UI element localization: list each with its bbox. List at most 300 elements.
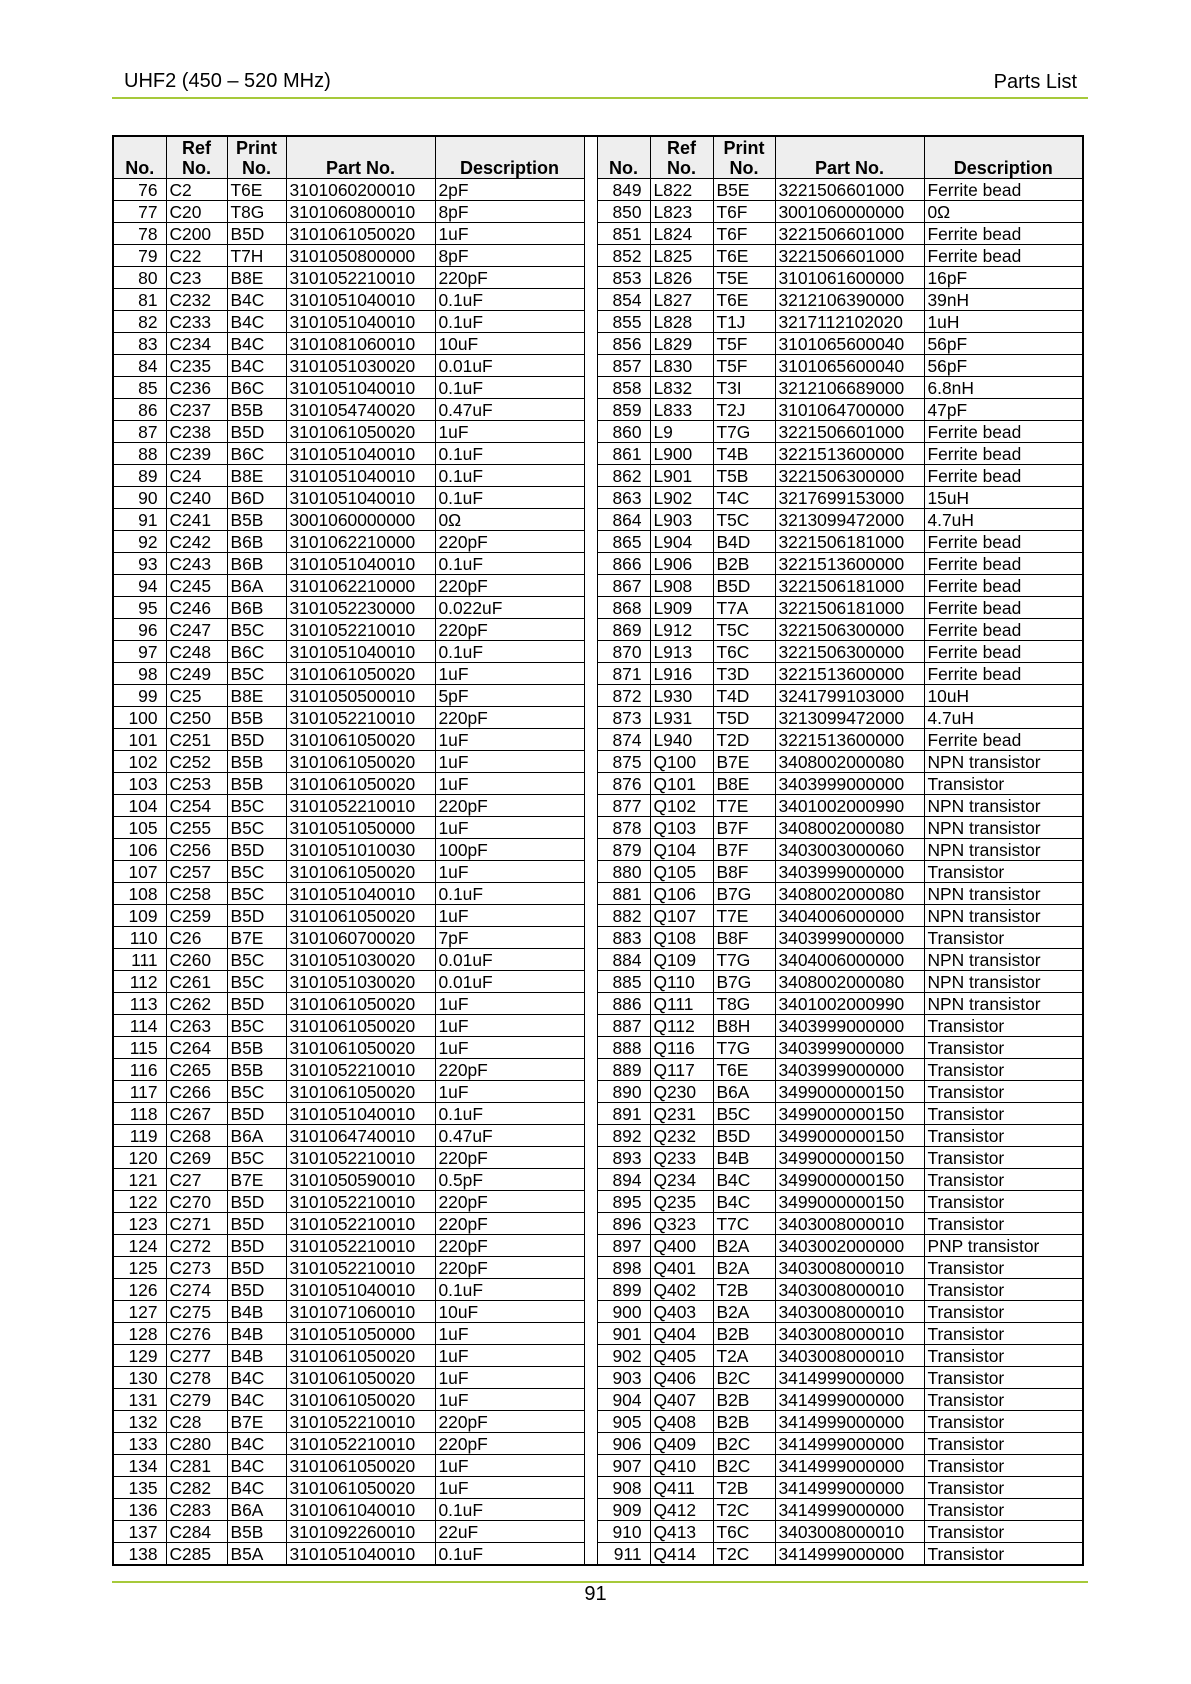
- table-row: [113, 1279, 1083, 1301]
- cell-print-no: B4C: [227, 1389, 286, 1411]
- cell-no: 119: [113, 1125, 166, 1147]
- cell-no: 878: [597, 817, 650, 839]
- cell-description: Transistor: [924, 1477, 1083, 1499]
- cell-print-no: T7H: [227, 245, 286, 267]
- cell-part-no: 3101061050020: [286, 223, 435, 245]
- column-gap: [584, 1367, 597, 1389]
- cell-part-no: 3414999000000: [775, 1367, 924, 1389]
- col-header-ref-no: [166, 136, 227, 179]
- column-gap: [584, 1433, 597, 1455]
- cell-description: 0.01uF: [435, 971, 584, 993]
- cell-description: Ferrite bead: [924, 641, 1083, 663]
- cell-ref-no: C235: [166, 355, 227, 377]
- cell-description: Transistor: [924, 1191, 1083, 1213]
- cell-no: 909: [597, 1499, 650, 1521]
- cell-no: 95: [113, 597, 166, 619]
- column-gap: [584, 861, 597, 883]
- cell-print-no: T7C: [713, 1213, 775, 1235]
- column-gap: [584, 1191, 597, 1213]
- column-gap: [584, 1235, 597, 1257]
- cell-description: 56pF: [924, 333, 1083, 355]
- cell-no: 113: [113, 993, 166, 1015]
- table-row: [113, 245, 1083, 267]
- cell-description: 220pF: [435, 1191, 584, 1213]
- table-row: [113, 267, 1083, 289]
- cell-description: 0.1uF: [435, 443, 584, 465]
- cell-part-no: 3499000000150: [775, 1081, 924, 1103]
- cell-no: 855: [597, 311, 650, 333]
- cell-no: 874: [597, 729, 650, 751]
- cell-part-no: 3401002000990: [775, 993, 924, 1015]
- cell-ref-no: C281: [166, 1455, 227, 1477]
- cell-ref-no: L904: [650, 531, 713, 553]
- cell-part-no: 3403999000000: [775, 1015, 924, 1037]
- column-gap: [584, 223, 597, 245]
- cell-print-no: B2A: [713, 1301, 775, 1323]
- column-gap: [584, 1411, 597, 1433]
- cell-no: 860: [597, 421, 650, 443]
- cell-print-no: B5B: [227, 509, 286, 531]
- table-row: [113, 1411, 1083, 1433]
- table-row: [113, 861, 1083, 883]
- cell-print-no: T2J: [713, 399, 775, 421]
- cell-part-no: 3101052210010: [286, 1059, 435, 1081]
- cell-part-no: 3101052210010: [286, 1257, 435, 1279]
- cell-ref-no: C22: [166, 245, 227, 267]
- cell-description: 1uF: [435, 1037, 584, 1059]
- cell-part-no: 3101064700000: [775, 399, 924, 421]
- cell-print-no: B5D: [227, 223, 286, 245]
- table-row: [113, 773, 1083, 795]
- cell-print-no: B5D: [227, 1213, 286, 1235]
- cell-print-no: B4C: [227, 1477, 286, 1499]
- cell-no: 137: [113, 1521, 166, 1543]
- cell-description: 0.1uF: [435, 311, 584, 333]
- cell-description: 1uF: [435, 1015, 584, 1037]
- cell-no: 861: [597, 443, 650, 465]
- cell-description: 0.1uF: [435, 1499, 584, 1521]
- cell-no: 900: [597, 1301, 650, 1323]
- cell-ref-no: C241: [166, 509, 227, 531]
- cell-no: 905: [597, 1411, 650, 1433]
- cell-print-no: T6C: [713, 641, 775, 663]
- table-row: [113, 289, 1083, 311]
- column-gap: [584, 1037, 597, 1059]
- cell-part-no: 3101061050020: [286, 861, 435, 883]
- cell-ref-no: C25: [166, 685, 227, 707]
- cell-part-no: 3101052210010: [286, 795, 435, 817]
- cell-description: 8pF: [435, 245, 584, 267]
- column-gap: [584, 1543, 597, 1566]
- cell-print-no: B2B: [713, 1411, 775, 1433]
- cell-description: NPN transistor: [924, 993, 1083, 1015]
- cell-description: 1uF: [435, 223, 584, 245]
- column-gap: [584, 399, 597, 421]
- cell-ref-no: C283: [166, 1499, 227, 1521]
- cell-print-no: B2B: [713, 1389, 775, 1411]
- table-row: [113, 1521, 1083, 1543]
- cell-part-no: 3403999000000: [775, 927, 924, 949]
- cell-no: 94: [113, 575, 166, 597]
- cell-description: 220pF: [435, 575, 584, 597]
- cell-part-no: 3403003000060: [775, 839, 924, 861]
- table-row: [113, 575, 1083, 597]
- cell-description: 1uF: [435, 1323, 584, 1345]
- cell-part-no: 3101092260010: [286, 1521, 435, 1543]
- cell-part-no: 3101052210010: [286, 619, 435, 641]
- cell-ref-no: Q404: [650, 1323, 713, 1345]
- cell-part-no: 3101052210010: [286, 1411, 435, 1433]
- cell-print-no: T8G: [713, 993, 775, 1015]
- column-gap: [584, 377, 597, 399]
- cell-part-no: 3101061050020: [286, 905, 435, 927]
- col-header-print-no: [713, 136, 775, 179]
- cell-part-no: 3101052230000: [286, 597, 435, 619]
- cell-no: 851: [597, 223, 650, 245]
- cell-part-no: 3101051040010: [286, 487, 435, 509]
- cell-part-no: 3101052210010: [286, 707, 435, 729]
- cell-no: 130: [113, 1367, 166, 1389]
- col-header-ref-top: Ref: [181, 138, 211, 158]
- cell-ref-no: Q412: [650, 1499, 713, 1521]
- cell-ref-no: C249: [166, 663, 227, 685]
- table-row: [113, 1455, 1083, 1477]
- table-row: [113, 751, 1083, 773]
- cell-no: 85: [113, 377, 166, 399]
- cell-no: 885: [597, 971, 650, 993]
- column-gap: [584, 1345, 597, 1367]
- cell-part-no: 3101051030020: [286, 355, 435, 377]
- cell-description: Ferrite bead: [924, 729, 1083, 751]
- cell-part-no: 3213099472000: [775, 509, 924, 531]
- column-gap: [584, 773, 597, 795]
- cell-description: Transistor: [924, 1103, 1083, 1125]
- cell-ref-no: C253: [166, 773, 227, 795]
- cell-no: 105: [113, 817, 166, 839]
- cell-ref-no: C246: [166, 597, 227, 619]
- cell-ref-no: C236: [166, 377, 227, 399]
- cell-print-no: B4C: [713, 1169, 775, 1191]
- cell-part-no: 3414999000000: [775, 1543, 924, 1566]
- cell-print-no: B5C: [227, 1147, 286, 1169]
- cell-ref-no: L903: [650, 509, 713, 531]
- cell-description: 1uF: [435, 817, 584, 839]
- cell-part-no: 3101061050020: [286, 1037, 435, 1059]
- cell-print-no: T5F: [713, 355, 775, 377]
- cell-description: Ferrite bead: [924, 443, 1083, 465]
- cell-ref-no: Q408: [650, 1411, 713, 1433]
- cell-print-no: B5C: [227, 883, 286, 905]
- column-gap: [584, 136, 597, 179]
- cell-print-no: B6B: [227, 597, 286, 619]
- cell-description: 4.7uH: [924, 707, 1083, 729]
- cell-no: 910: [597, 1521, 650, 1543]
- cell-print-no: T7E: [713, 905, 775, 927]
- cell-ref-no: C264: [166, 1037, 227, 1059]
- cell-no: 865: [597, 531, 650, 553]
- cell-ref-no: C27: [166, 1169, 227, 1191]
- cell-no: 96: [113, 619, 166, 641]
- cell-print-no: B5C: [227, 861, 286, 883]
- cell-description: Ferrite bead: [924, 619, 1083, 641]
- cell-part-no: 3101062210000: [286, 531, 435, 553]
- cell-description: 0Ω: [924, 201, 1083, 223]
- cell-description: Ferrite bead: [924, 597, 1083, 619]
- cell-description: Transistor: [924, 1037, 1083, 1059]
- cell-part-no: 3101051050000: [286, 817, 435, 839]
- column-gap: [584, 1499, 597, 1521]
- column-gap: [584, 311, 597, 333]
- column-gap: [584, 993, 597, 1015]
- cell-no: 879: [597, 839, 650, 861]
- cell-ref-no: L829: [650, 333, 713, 355]
- cell-print-no: B7F: [713, 817, 775, 839]
- cell-part-no: 3101050590010: [286, 1169, 435, 1191]
- cell-no: 116: [113, 1059, 166, 1081]
- column-gap: [584, 927, 597, 949]
- column-gap: [584, 245, 597, 267]
- cell-ref-no: L824: [650, 223, 713, 245]
- cell-ref-no: C28: [166, 1411, 227, 1433]
- cell-part-no: 3101051030020: [286, 971, 435, 993]
- cell-part-no: 3221506300000: [775, 619, 924, 641]
- cell-description: PNP transistor: [924, 1235, 1083, 1257]
- cell-ref-no: C263: [166, 1015, 227, 1037]
- cell-print-no: B5A: [227, 1543, 286, 1566]
- cell-ref-no: L912: [650, 619, 713, 641]
- cell-print-no: B8E: [227, 685, 286, 707]
- cell-print-no: B6B: [227, 531, 286, 553]
- cell-ref-no: L909: [650, 597, 713, 619]
- cell-print-no: T3I: [713, 377, 775, 399]
- cell-print-no: B4B: [227, 1301, 286, 1323]
- cell-no: 862: [597, 465, 650, 487]
- cell-print-no: B7E: [227, 1411, 286, 1433]
- cell-part-no: 3101060700020: [286, 927, 435, 949]
- column-gap: [584, 1125, 597, 1147]
- column-gap: [584, 1279, 597, 1301]
- cell-description: 16pF: [924, 267, 1083, 289]
- cell-part-no: 3414999000000: [775, 1433, 924, 1455]
- cell-no: 77: [113, 201, 166, 223]
- cell-ref-no: Q230: [650, 1081, 713, 1103]
- table-row: [113, 905, 1083, 927]
- cell-no: 129: [113, 1345, 166, 1367]
- cell-print-no: T1J: [713, 311, 775, 333]
- cell-print-no: B5D: [713, 575, 775, 597]
- table-row: [113, 1301, 1083, 1323]
- cell-no: 870: [597, 641, 650, 663]
- cell-print-no: B4C: [227, 355, 286, 377]
- cell-description: Transistor: [924, 1323, 1083, 1345]
- table-row: [113, 1477, 1083, 1499]
- cell-description: 0.47uF: [435, 1125, 584, 1147]
- cell-part-no: 3404006000000: [775, 949, 924, 971]
- cell-print-no: T3D: [713, 663, 775, 685]
- cell-ref-no: C266: [166, 1081, 227, 1103]
- cell-description: 1uF: [435, 1389, 584, 1411]
- cell-part-no: 3101051010030: [286, 839, 435, 861]
- cell-ref-no: L901: [650, 465, 713, 487]
- cell-no: 118: [113, 1103, 166, 1125]
- table-row: [113, 179, 1083, 201]
- cell-part-no: 3221513600000: [775, 663, 924, 685]
- cell-print-no: T5C: [713, 619, 775, 641]
- cell-ref-no: C284: [166, 1521, 227, 1543]
- cell-description: 1uF: [435, 1455, 584, 1477]
- cell-print-no: B7E: [227, 1169, 286, 1191]
- cell-no: 98: [113, 663, 166, 685]
- cell-description: 39nH: [924, 289, 1083, 311]
- cell-ref-no: Q101: [650, 773, 713, 795]
- cell-print-no: B2B: [713, 1323, 775, 1345]
- column-gap: [584, 751, 597, 773]
- table-row: [113, 1213, 1083, 1235]
- col-header-ref-top: Ref: [666, 138, 696, 158]
- cell-ref-no: C248: [166, 641, 227, 663]
- cell-description: 220pF: [435, 531, 584, 553]
- column-gap: [584, 663, 597, 685]
- cell-no: 84: [113, 355, 166, 377]
- cell-description: 0.1uF: [435, 1279, 584, 1301]
- cell-ref-no: C243: [166, 553, 227, 575]
- cell-description: 10uH: [924, 685, 1083, 707]
- column-gap: [584, 443, 597, 465]
- cell-no: 107: [113, 861, 166, 883]
- cell-description: NPN transistor: [924, 883, 1083, 905]
- cell-print-no: B5C: [227, 1015, 286, 1037]
- cell-part-no: 3101065600040: [775, 355, 924, 377]
- cell-print-no: B8F: [713, 927, 775, 949]
- column-gap: [584, 179, 597, 201]
- cell-no: 131: [113, 1389, 166, 1411]
- cell-description: 1uF: [435, 905, 584, 927]
- cell-part-no: 3499000000150: [775, 1191, 924, 1213]
- cell-no: 908: [597, 1477, 650, 1499]
- cell-ref-no: L900: [650, 443, 713, 465]
- table-row: [113, 1169, 1083, 1191]
- cell-ref-no: Q410: [650, 1455, 713, 1477]
- cell-no: 86: [113, 399, 166, 421]
- cell-no: 871: [597, 663, 650, 685]
- cell-no: 866: [597, 553, 650, 575]
- cell-description: 220pF: [435, 1213, 584, 1235]
- cell-description: 0.1uF: [435, 883, 584, 905]
- cell-part-no: 3101061040010: [286, 1499, 435, 1521]
- cell-no: 110: [113, 927, 166, 949]
- col-header-part-no: Part No.: [286, 136, 435, 179]
- cell-ref-no: C251: [166, 729, 227, 751]
- col-header-ref-no: [650, 136, 713, 179]
- cell-print-no: T5C: [713, 509, 775, 531]
- cell-part-no: 3221513600000: [775, 553, 924, 575]
- col-header-no: No.: [113, 136, 166, 179]
- cell-part-no: 3221513600000: [775, 443, 924, 465]
- cell-print-no: B5C: [227, 619, 286, 641]
- cell-print-no: B4D: [713, 531, 775, 553]
- cell-part-no: 3403008000010: [775, 1279, 924, 1301]
- cell-description: 1uF: [435, 729, 584, 751]
- cell-description: Ferrite bead: [924, 553, 1083, 575]
- cell-description: 1uF: [435, 1367, 584, 1389]
- column-gap: [584, 267, 597, 289]
- cell-part-no: 3101051050000: [286, 1323, 435, 1345]
- table-row: [113, 487, 1083, 509]
- cell-print-no: B5D: [227, 993, 286, 1015]
- cell-no: 886: [597, 993, 650, 1015]
- cell-description: 47pF: [924, 399, 1083, 421]
- cell-description: Transistor: [924, 1169, 1083, 1191]
- cell-print-no: B5B: [227, 773, 286, 795]
- cell-ref-no: L940: [650, 729, 713, 751]
- cell-print-no: B5D: [227, 421, 286, 443]
- cell-print-no: B2B: [713, 553, 775, 575]
- cell-no: 888: [597, 1037, 650, 1059]
- cell-ref-no: C272: [166, 1235, 227, 1257]
- cell-description: Transistor: [924, 1521, 1083, 1543]
- cell-no: 873: [597, 707, 650, 729]
- cell-print-no: B8E: [227, 267, 286, 289]
- cell-ref-no: C256: [166, 839, 227, 861]
- cell-no: 875: [597, 751, 650, 773]
- column-gap: [584, 201, 597, 223]
- cell-ref-no: Q107: [650, 905, 713, 927]
- cell-part-no: 3221506181000: [775, 531, 924, 553]
- cell-description: 1uF: [435, 751, 584, 773]
- cell-print-no: B4C: [227, 1433, 286, 1455]
- cell-ref-no: C200: [166, 223, 227, 245]
- cell-no: 911: [597, 1543, 650, 1566]
- table-row: [113, 1433, 1083, 1455]
- column-gap: [584, 971, 597, 993]
- table-row: [113, 1059, 1083, 1081]
- cell-description: 220pF: [435, 1411, 584, 1433]
- cell-print-no: T5D: [713, 707, 775, 729]
- cell-print-no: B5B: [227, 751, 286, 773]
- cell-no: 872: [597, 685, 650, 707]
- col-header-ref-bottom: No.: [182, 158, 211, 178]
- cell-description: 0.1uF: [435, 289, 584, 311]
- cell-print-no: T2B: [713, 1279, 775, 1301]
- cell-part-no: 3101081060010: [286, 333, 435, 355]
- cell-part-no: 3101051030020: [286, 949, 435, 971]
- cell-part-no: 3414999000000: [775, 1411, 924, 1433]
- cell-print-no: T4C: [713, 487, 775, 509]
- cell-part-no: 3101060800010: [286, 201, 435, 223]
- cell-description: 15uH: [924, 487, 1083, 509]
- cell-no: 134: [113, 1455, 166, 1477]
- cell-description: 0.1uF: [435, 1543, 584, 1566]
- cell-part-no: 3403999000000: [775, 1037, 924, 1059]
- column-gap: [584, 707, 597, 729]
- cell-no: 859: [597, 399, 650, 421]
- cell-print-no: B5C: [227, 971, 286, 993]
- cell-no: 101: [113, 729, 166, 751]
- cell-ref-no: C269: [166, 1147, 227, 1169]
- table-row: [113, 509, 1083, 531]
- cell-ref-no: C24: [166, 465, 227, 487]
- cell-no: 127: [113, 1301, 166, 1323]
- cell-print-no: T7G: [713, 1037, 775, 1059]
- table-row: [113, 1345, 1083, 1367]
- cell-part-no: 3101050500010: [286, 685, 435, 707]
- table-row: [113, 663, 1083, 685]
- cell-part-no: 3101052210010: [286, 1433, 435, 1455]
- cell-description: 0.01uF: [435, 355, 584, 377]
- cell-print-no: B4C: [227, 1367, 286, 1389]
- cell-ref-no: Q402: [650, 1279, 713, 1301]
- cell-print-no: T6E: [227, 179, 286, 201]
